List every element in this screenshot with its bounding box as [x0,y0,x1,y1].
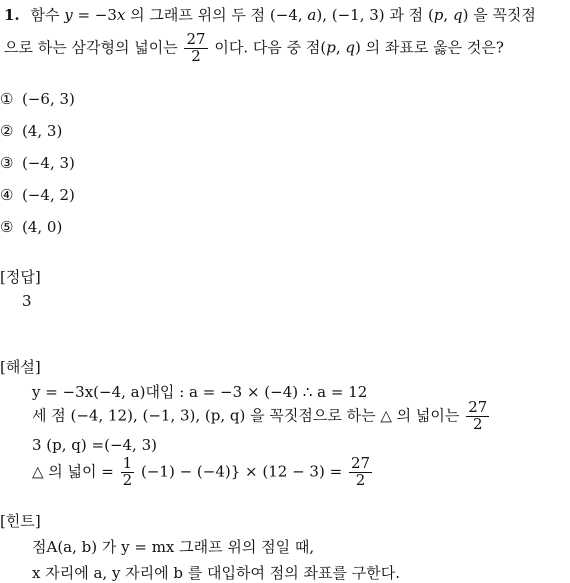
math-var: p [433,6,444,24]
fraction: $\frac{27}{2}$ [468,398,488,433]
question-text: 으로 하는 삼각형의 넓이는 [4,38,178,57]
math-var: q [452,6,463,24]
math-var: a [307,6,317,24]
choice-5[interactable]: ⑤ (4, 0) [0,218,63,236]
fraction: $\frac{27}{2}$ [350,454,371,489]
math-text: = −3 [72,6,117,24]
choice-4[interactable]: ④ (−4, 2) [0,186,75,204]
question-text: 이다. 다음 중 점( [214,38,327,57]
question-number: 1. [4,6,20,24]
explanation-line-2: 세 점 (−4, 12), (−1, 3), (p, q) 을 꼭짓점으로 하는 △ 의 넓이는 $\frac{27}{2}$ [32,398,488,433]
math-var: x [116,6,126,24]
answer-value: 3 [22,292,32,310]
hint-label: [힌트] [0,512,41,530]
math-var: p [326,38,336,57]
explanation-line-3: 3 (p, q) =(−4, 3) [32,436,157,454]
choice-1[interactable]: ① (−6, 3) [0,90,75,108]
answer-label: [정답] [0,268,41,286]
question-text: 의 그래프 위의 두 점 (−4, [125,6,308,24]
question-line-2 [4,32,504,65]
choice-2[interactable]: ② (4, 3) [0,122,63,140]
explanation-label: [해설] [0,358,41,376]
question-line-1 [4,4,536,25]
explanation-line-4: △ 의 넓이 = $\frac{1}{2}$ (−1) − (−4)} × (12 − 3) = $\frac{27}{2}$ [32,454,371,489]
choice-3[interactable]: ③ (−4, 3) [0,154,75,172]
fraction: $\frac{1}{2}$ [122,454,133,489]
explanation-line-1: y = −3x(−4, a)대입 : a = −3 × (−4) ∴ a = 12 [32,383,368,401]
hint-line-2: x 자리에 a, y 자리에 b 를 대입하여 점의 좌표를 구한다. [32,564,401,582]
hint-line-1: 점A(a, b) 가 y = mx 그래프 위의 점일 때, [32,538,315,556]
question-text: , [335,38,346,57]
math-var: q [345,38,355,57]
question-text: ) 의 좌표로 옳은 것은? [355,38,504,57]
question-text: , [443,6,453,24]
question-text: ) 을 꼭짓점 [462,6,536,24]
question-text: 함수 [30,6,60,24]
math-var: y [64,6,73,24]
fraction: $\frac{27}{2}$ [186,30,206,65]
question-text: ), (−1, 3) 과 점 ( [316,6,434,24]
